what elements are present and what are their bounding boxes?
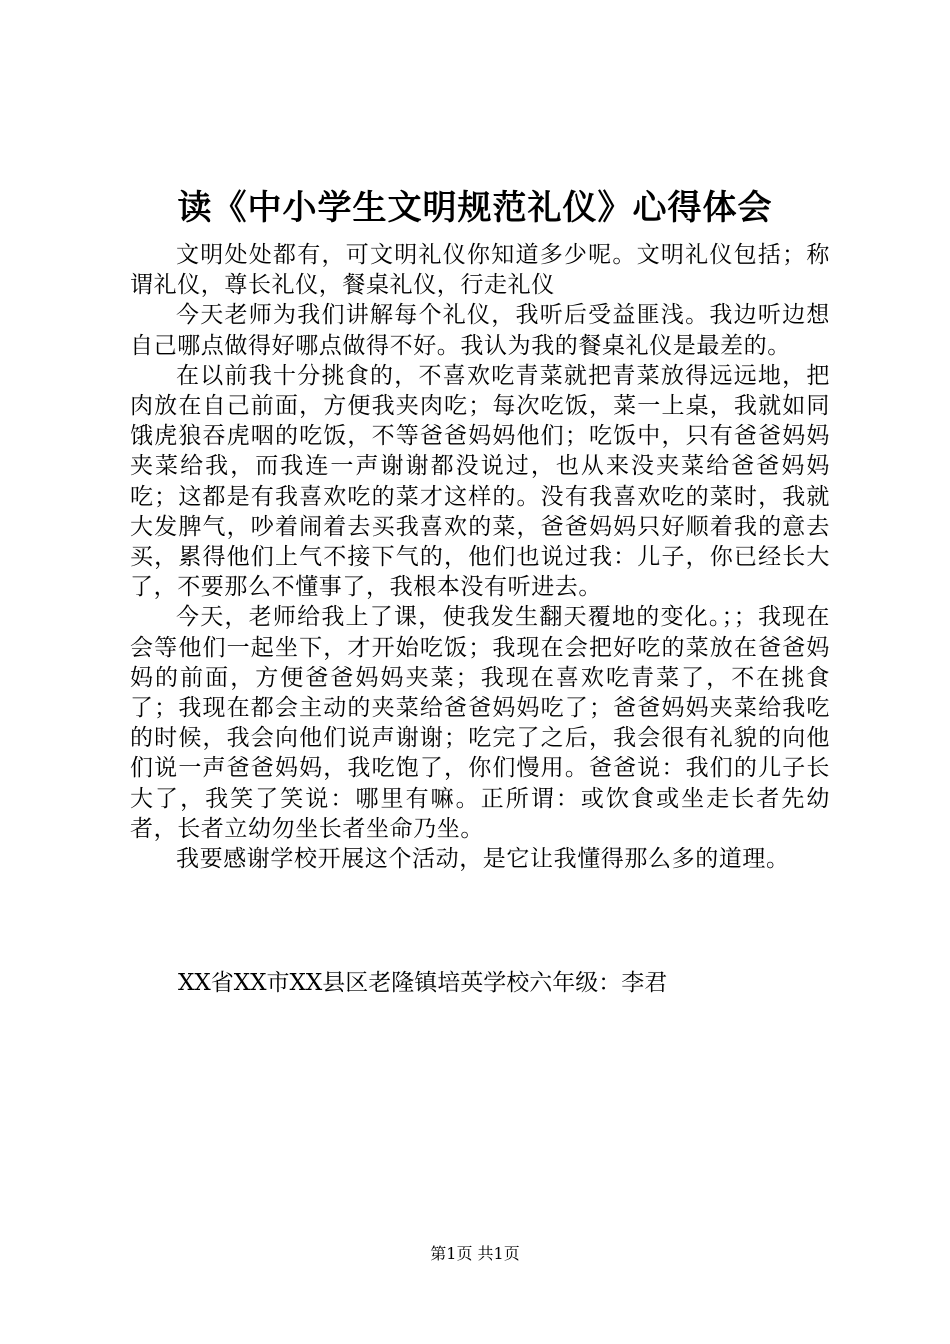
page-number-footer: 第1页 共1页	[430, 1244, 520, 1263]
paragraph-3: 在以前我十分挑食的，不喜欢吃青菜就把青菜放得远远地，把肉放在自己前面，方便我夹肉吃；每次吃饭，菜一上桌，我就如同饿虎狼吞虎咽的吃饭，不等爸爸妈妈他们；吃饭中，只有爸爸妈妈夹菜给我，而我连一声谢谢都没说过，也从来没夹菜给爸爸妈妈吃；这都是有我喜欢吃的菜才这样的。没有我喜欢吃的菜时，我就大发脾气，吵着闹着去买我喜欢的菜，爸爸妈妈只好顺着我的意去买，累得他们上气不接下气的，他们也说过我：儿子，你已经长大了，不要那么不懂事了，我根本没有听进去。	[130, 362, 830, 601]
document-title: 读《中小学生文明规范礼仪》心得体会	[177, 188, 773, 228]
paragraph-2: 今天老师为我们讲解每个礼仪，我听后受益匪浅。我边听边想自己哪点做得好哪点做得不好。我认为我的餐桌礼仪是最差的。	[130, 302, 830, 359]
author-signature: XX省XX市XX县区老隆镇培英学校六年级：李君	[178, 970, 668, 996]
paragraph-5: 我要感谢学校开展这个活动，是它让我懂得那么多的道理。	[176, 846, 790, 873]
paragraph-1: 文明处处都有，可文明礼仪你知道多少呢。文明礼仪包括；称谓礼仪，尊长礼仪，餐桌礼仪，行走礼仪	[130, 242, 830, 299]
document-body	[130, 240, 830, 874]
paragraph-4: 今天，老师给我上了课，使我发生翻天覆地的变化。；；我现在会等他们一起坐下，才开始吃饭；我现在会把好吃的菜放在爸爸妈妈的前面，方便爸爸妈妈夹菜；我现在喜欢吃青菜了，不在挑食了；我现在都会主动的夹菜给爸爸妈妈吃了；爸爸妈妈夹菜给我吃的时候，我会向他们说声谢谢；吃完了之后，我会很有礼貌的向他们说一声爸爸妈妈，我吃饱了，你们慢用。爸爸说：我们的儿子长大了，我笑了笑说：哪里有嘛。正所谓：或饮食或坐走长者先幼者，长者立幼勿坐长者坐命乃坐。	[130, 604, 830, 842]
